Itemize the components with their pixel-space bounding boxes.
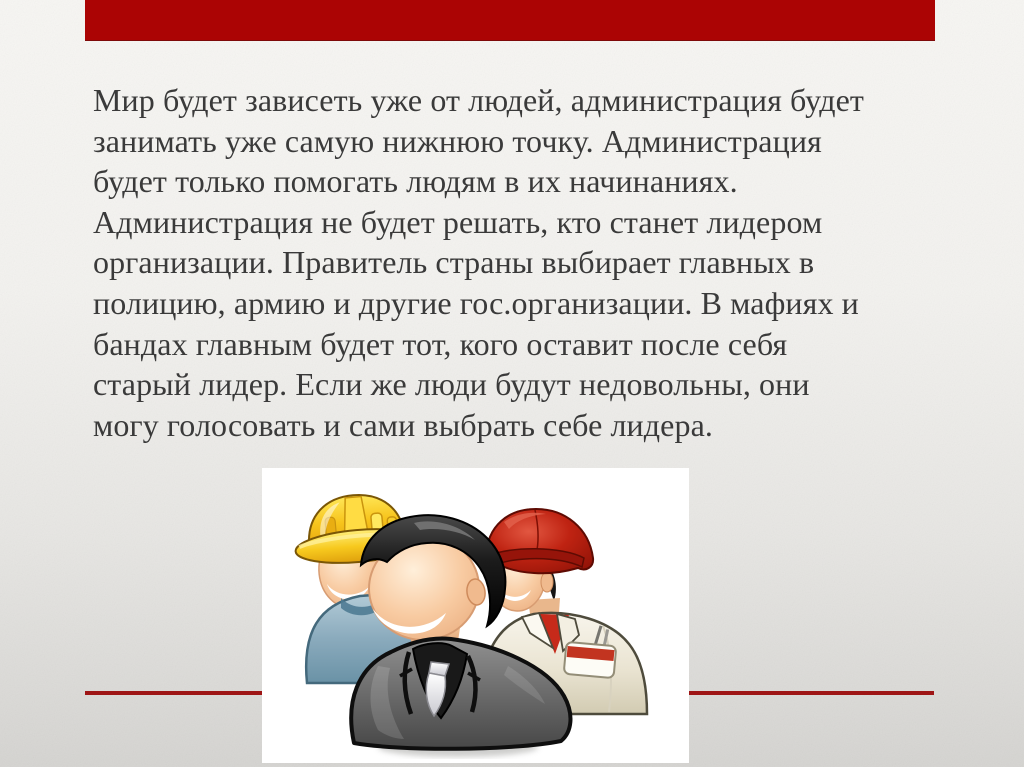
workers-illustration	[262, 468, 689, 763]
body-text-line: Мир будет зависеть уже от людей, администрация будет	[93, 82, 865, 118]
body-text-line: будет только помогать людям в их начинаниях.	[93, 163, 738, 200]
body-text-line: организации. Правитель страны выбирает главных в	[93, 244, 815, 281]
body-text-line: Администрация не будет решать, кто станет лидером	[93, 203, 823, 240]
top-accent-bar	[85, 0, 935, 40]
worker2-ear	[541, 572, 553, 592]
body-text-line: полицию, армию и другие гос.организации. В мафиях и	[93, 284, 859, 321]
slide-body-text	[93, 80, 953, 445]
body-text-line: могу голосовать и сами выбрать себе лидера.	[93, 406, 713, 443]
body-text-line: старый лидер. Если же люди будут недовольны, они	[93, 366, 810, 403]
body-text-line: бандах главным будет тот, кого оставит после себя	[93, 325, 788, 362]
body-text-line: занимать уже самую нижнюю точку. Администрация	[93, 122, 822, 159]
three-workers-clipart-icon	[262, 468, 689, 763]
